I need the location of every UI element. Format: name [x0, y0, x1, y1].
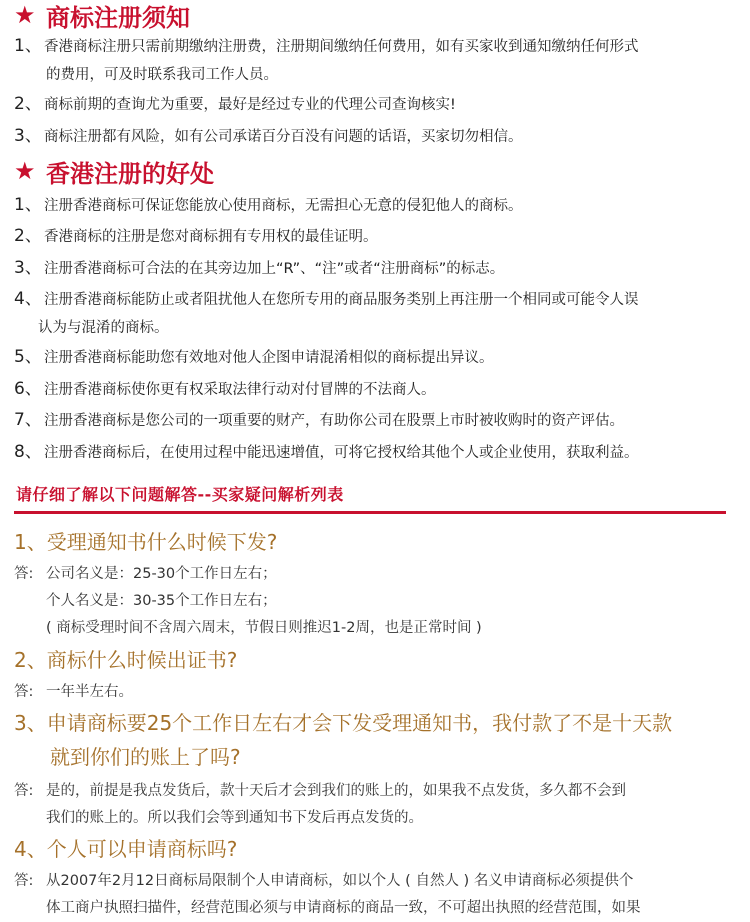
notice-item-3: 3、 商标注册都有风险，如有公司承诺百分百没有问题的话语，买家切勿相信。 [14, 126, 523, 146]
benefit-item-5: 5、 注册香港商标能助您有效地对他人企图申请混淆相似的商标提出异议。 [14, 347, 494, 367]
faq-question-4: 4、个人可以申请商标吗? [14, 837, 238, 861]
benefit-item-1: 1、 注册香港商标可保证您能放心使用商标，无需担心无意的侵犯他人的商标。 [14, 195, 523, 215]
faq-answer-3: 答: 是的，前提是我点发货后，款十天后才会到我们的账上的，如果我不点发货，多久都不会到 我们的账上的。所以我们会等到通知书下发后再点发货的。 [14, 783, 626, 826]
benefit-item-4: 4、 注册香港商标能防止或者阻扰他人在您所专用的商品服务类别上再注册一个相同或可能令人误 认为与混淆的商标。 [14, 289, 639, 336]
faq-question-1: 1、受理通知书什么时候下发? [14, 530, 278, 554]
notice-item-2: 2、 商标前期的查询尤为重要，最好是经过专业的代理公司查询核实! [14, 94, 456, 114]
faq-answer-4: 答: 从2007年2月12日商标局限制个人申请商标，如以个人 ( 自然人 ) 名义申请商标必须提供个 体工商户执照扫描件，经营范围必须与申请商标的商品一致，不可超出执照的经营范围，如果 [14, 873, 641, 916]
faq-answer-1: 答: 公司名义是：25-30个工作日左右； 个人名义是：30-35个工作日左右； ( 商标受理时间不含周六周末，节假日则推迟1-2周，也是正常时间 ) [14, 566, 482, 636]
benefit-item-6: 6、 注册香港商标使你更有权采取法律行动对付冒牌的不法商人。 [14, 379, 436, 399]
faq-divider [14, 511, 726, 514]
notice-item-1: 1、 香港商标注册只需前期缴纳注册费，注册期间缴纳任何费用，如有买家收到通知缴纳任何形式 的费用，可及时联系我司工作人员。 [14, 36, 639, 83]
section-title-text: 香港注册的好处 [46, 159, 214, 188]
benefit-item-8: 8、 注册香港商标后，在使用过程中能迅速增值，可将它授权给其他个人或企业使用，获取利益。 [14, 442, 639, 462]
benefit-item-3: 3、 注册香港商标可合法的在其旁边加上“R”、“注”或者“注册商标”的标志。 [14, 258, 505, 278]
section-title-benefits [14, 156, 214, 186]
benefit-item-7: 7、 注册香港商标是您公司的一项重要的财产，有助你公司在股票上市时被收购时的资产评估。 [14, 410, 624, 430]
star-icon: ★ [14, 157, 36, 185]
faq-answer-2: 答: 一年半左右。 [14, 684, 133, 700]
faq-question-2: 2、商标什么时候出证书? [14, 648, 238, 672]
section-title-notice [14, 0, 190, 30]
star-icon: ★ [14, 1, 36, 29]
faq-title: 请仔细了解以下问题解答--买家疑问解析列表 [16, 485, 344, 504]
faq-question-3: 3、申请商标要25个工作日左右才会下发受理通知书，我付款了不是十天款 就到你们的账上了吗? [14, 711, 673, 769]
benefit-item-2: 2、 香港商标的注册是您对商标拥有专用权的最佳证明。 [14, 226, 378, 246]
section-title-text: 商标注册须知 [46, 3, 190, 32]
